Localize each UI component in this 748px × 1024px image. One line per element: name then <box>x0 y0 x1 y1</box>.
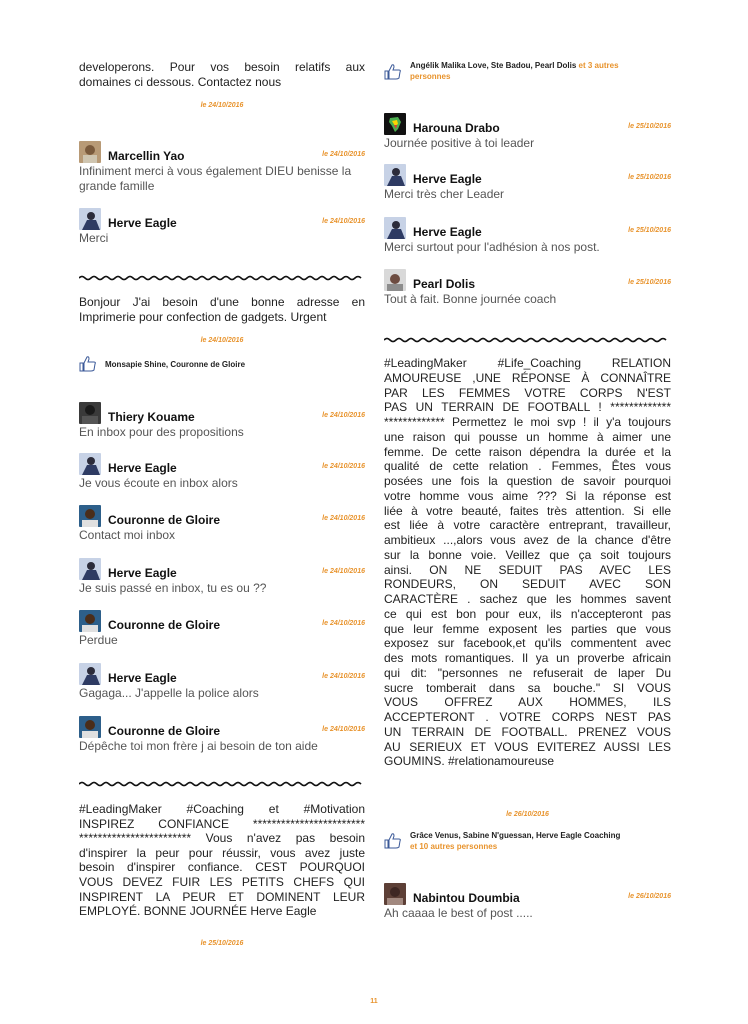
post-line: qui dit: "personnes ne refuserait de laper Du <box>384 665 671 680</box>
comment-date: le 24/10/2016 <box>322 463 365 470</box>
post-line: PAS UN TERRAIN DE FOOTBALL ! ************* <box>384 400 671 415</box>
post-line: PAR LES FEMMES VOTRE CORPS N'EST <box>384 385 671 400</box>
likes-more-2: personnes <box>410 72 451 81</box>
comment-date: le 24/10/2016 <box>322 726 365 733</box>
comment-author[interactable]: Thiery Kouame <box>108 410 195 424</box>
comment-date: le 24/10/2016 <box>322 151 365 158</box>
post-line: developerons. Pour vos besoin relatifs aux <box>79 60 365 74</box>
wave-divider <box>79 780 365 788</box>
comment-date: le 24/10/2016 <box>322 568 365 575</box>
post-line: VOUS OFFREZ AUX HOMMES, ILS <box>384 695 671 710</box>
comment-date: le 24/10/2016 <box>322 412 365 419</box>
comment-author[interactable]: Couronne de Gloire <box>108 724 221 738</box>
avatar[interactable] <box>79 453 101 475</box>
comment-author[interactable]: Herve Eagle <box>108 566 177 580</box>
comment-date: le 25/10/2016 <box>628 227 671 234</box>
comment-date: le 25/10/2016 <box>628 123 671 130</box>
post-line: ce qui est bon pour eux, ils n'accepteront pas <box>384 606 671 621</box>
comment-author[interactable]: Herve Eagle <box>413 225 482 239</box>
post-line: RONDEURS, ON SEDUIT AVEC SON <box>384 577 671 592</box>
comment-text: Merci très cher Leader <box>384 187 505 201</box>
avatar[interactable] <box>79 663 101 685</box>
likes-names: Angélik Malika Love, Ste Badou, Pearl Dolis <box>410 61 577 70</box>
post-line: AU SERIEUX ET VOUS EVITEREZ AUSSI LES <box>384 739 671 754</box>
post-line: est liée à votre caractère entreprant, travailleur, <box>384 518 671 533</box>
avatar[interactable] <box>79 402 101 424</box>
post-text-intro <box>79 60 365 89</box>
comment-date: le 24/10/2016 <box>322 620 365 627</box>
post-line: ainsi. ON NE SEDUIT PAS AVEC LES <box>384 562 671 577</box>
post-line: INSPIREZ CONFIANCE ************************ <box>79 816 365 831</box>
comment <box>79 610 365 648</box>
avatar[interactable] <box>384 269 406 291</box>
post-line: ACCEPTERONT . VOTRE CORPS NEST PAS <box>384 710 671 724</box>
comment-author[interactable]: Herve Eagle <box>413 172 482 186</box>
avatar[interactable] <box>384 217 406 239</box>
comment-text: Merci <box>79 231 109 245</box>
comment <box>384 113 671 151</box>
comment <box>79 453 365 491</box>
comment <box>384 883 671 921</box>
comment-text: Dépêche toi mon frère j ai besoin de ton aide <box>79 739 318 753</box>
comment-author[interactable]: Harouna Drabo <box>413 121 500 135</box>
comment-date: le 24/10/2016 <box>322 218 365 225</box>
comment <box>79 141 365 193</box>
post-line: d'inspirer la peur pour réussir, vous avez juste <box>79 845 365 860</box>
post-line: VOUS DEVEZ FUIR LES PETITS CHEFS QUI <box>79 874 365 889</box>
comment-author[interactable]: Couronne de Gloire <box>108 618 221 632</box>
post-date: le 26/10/2016 <box>506 811 549 818</box>
thumbs-up-icon[interactable] <box>79 356 97 372</box>
post-line: EMPLOYÉ. BONNE JOURNÉE Herve Eagle <box>79 904 317 919</box>
avatar[interactable] <box>384 164 406 186</box>
likes-text[interactable] <box>410 830 671 852</box>
post-line: #LeadingMaker #Life_Coaching RELATION <box>384 356 671 370</box>
post-line: AMOUREUSE ,UNE RÉPONSE À CONNAÎTRE <box>384 370 671 385</box>
comment-date: le 24/10/2016 <box>322 673 365 680</box>
comment-date: le 26/10/2016 <box>628 893 671 900</box>
post-text <box>79 295 365 324</box>
post-line: ambitieux ...,alors vous avez de la chance d'être <box>384 533 671 547</box>
likes-more: et 10 autres personnes <box>410 842 498 851</box>
comment-text: Tout à fait. Bonne journée coach <box>384 292 557 306</box>
post-line: GOUMINS. #relationamoureuse <box>384 754 555 769</box>
comment <box>384 217 671 255</box>
avatar[interactable] <box>79 208 101 230</box>
comment-date: le 25/10/2016 <box>628 174 671 181</box>
thumbs-up-icon[interactable] <box>384 64 402 80</box>
post-line: INSPIRENT LA PEUR ET DOMINENT LEUR <box>79 889 365 904</box>
avatar[interactable] <box>79 610 101 632</box>
avatar[interactable] <box>384 883 406 905</box>
post-line: que leur femme exposent les parties que vous <box>384 621 671 636</box>
likes-row <box>79 356 365 374</box>
likes-row <box>384 829 671 855</box>
page-number: 11 <box>370 998 378 1005</box>
comment <box>79 716 365 754</box>
post-line: #LeadingMaker #Coaching et #Motivation <box>79 802 365 816</box>
likes-text[interactable] <box>410 60 671 82</box>
comment-author[interactable]: Marcellin Yao <box>108 149 185 163</box>
avatar[interactable] <box>79 141 101 163</box>
avatar[interactable] <box>384 113 406 135</box>
comment-author[interactable]: Herve Eagle <box>108 216 177 230</box>
post-line: posées une fois la question de savoir pourquoi <box>384 474 671 488</box>
comment-text: Infiniment merci à vous également DIEU benisse la grande famille <box>79 164 352 193</box>
post-line: liée à votre beauté, faites très attention. Si elle <box>384 503 671 518</box>
comment-text: Contact moi inbox <box>79 528 176 542</box>
wave-divider <box>384 336 671 344</box>
post-line: votre homme vous aime ??? Si la réponse est <box>384 488 671 503</box>
post-line: des mots romantiques. Il ya un proverbe africain <box>384 651 671 665</box>
post-line: qualité de cette relation . Femmes, Êtes vous <box>384 459 671 474</box>
comment-author[interactable]: Herve Eagle <box>108 461 177 475</box>
likes-names[interactable]: Monsapie Shine, Couronne de Gloire <box>105 360 246 369</box>
comment-date: le 25/10/2016 <box>628 279 671 286</box>
comment-author[interactable]: Pearl Dolis <box>413 277 476 291</box>
post-line: sur la bonne voie. Veillez que ça soit toujours <box>384 547 671 562</box>
likes-more: et 3 autres <box>578 61 619 70</box>
post-line: ************* Permettez le moi svp ! il y'a toujours <box>384 415 671 429</box>
comment-text: Perdue <box>79 633 118 647</box>
wave-divider <box>79 274 365 282</box>
comment <box>384 269 671 307</box>
comment-text: Ah caaaa le best of post ..... <box>384 906 533 920</box>
comment-text: En inbox pour des propositions <box>79 425 244 439</box>
comment-text: Journée positive à toi leader <box>384 136 535 150</box>
likes-names: Grâce Venus, Sabine N'guessan, Herve Eagle Coaching <box>410 831 621 840</box>
post-date: le 25/10/2016 <box>200 940 244 947</box>
post-line: femme. De cette raison dépendra la durée et la <box>384 444 671 459</box>
post-date: le 24/10/2016 <box>200 102 244 109</box>
post-line: Bonjour J'ai besoin d'une bonne adresse en <box>79 295 365 309</box>
comment <box>79 208 365 246</box>
comment <box>79 663 365 701</box>
post-line: exposez sur facebook,et qu'ils commentent avec <box>384 636 671 651</box>
avatar[interactable] <box>79 716 101 738</box>
comment-author[interactable]: Nabintou Doumbia <box>413 891 520 905</box>
post-line: domaines ci dessous. Contactez nous <box>79 74 282 89</box>
post-line: une raison qui pousse un homme à aimer une <box>384 429 671 444</box>
post-line: sucre tomberait dans sa bouche." SI VOUS <box>384 680 671 695</box>
post-line: ************************ Vous n'avez pas besoin <box>79 831 365 846</box>
post-line: besoin d'inspirer confiance. CEST POURQUOI <box>79 860 365 875</box>
comment-text: Merci surtout pour l'adhésion à nos post. <box>384 240 600 254</box>
avatar[interactable] <box>79 505 101 527</box>
post-text <box>79 802 365 919</box>
post-line: UN TERRAIN DE FOOTBALL. PRENEZ VOUS <box>384 724 671 739</box>
likes-row <box>384 60 671 86</box>
comment <box>79 558 365 596</box>
post-date: le 24/10/2016 <box>200 337 244 344</box>
comment-author[interactable]: Herve Eagle <box>108 671 177 685</box>
comment <box>384 164 671 202</box>
comment-author[interactable]: Couronne de Gloire <box>108 513 221 527</box>
thumbs-up-icon[interactable] <box>384 833 402 849</box>
comment-text: Gagaga... J'appelle la police alors <box>79 686 259 700</box>
comment <box>79 402 365 440</box>
comment-date: le 24/10/2016 <box>322 515 365 522</box>
comment <box>79 505 365 543</box>
avatar[interactable] <box>79 558 101 580</box>
comment-text: Je suis passé en inbox, tu es ou ?? <box>79 581 267 595</box>
comment-text: Je vous écoute en inbox alors <box>79 476 238 490</box>
post-text <box>384 356 671 769</box>
post-line: CARACTÈRE . sachez que les hommes savent <box>384 592 671 606</box>
post-line: Imprimerie pour confection de gadgets. Urgent <box>79 309 327 324</box>
